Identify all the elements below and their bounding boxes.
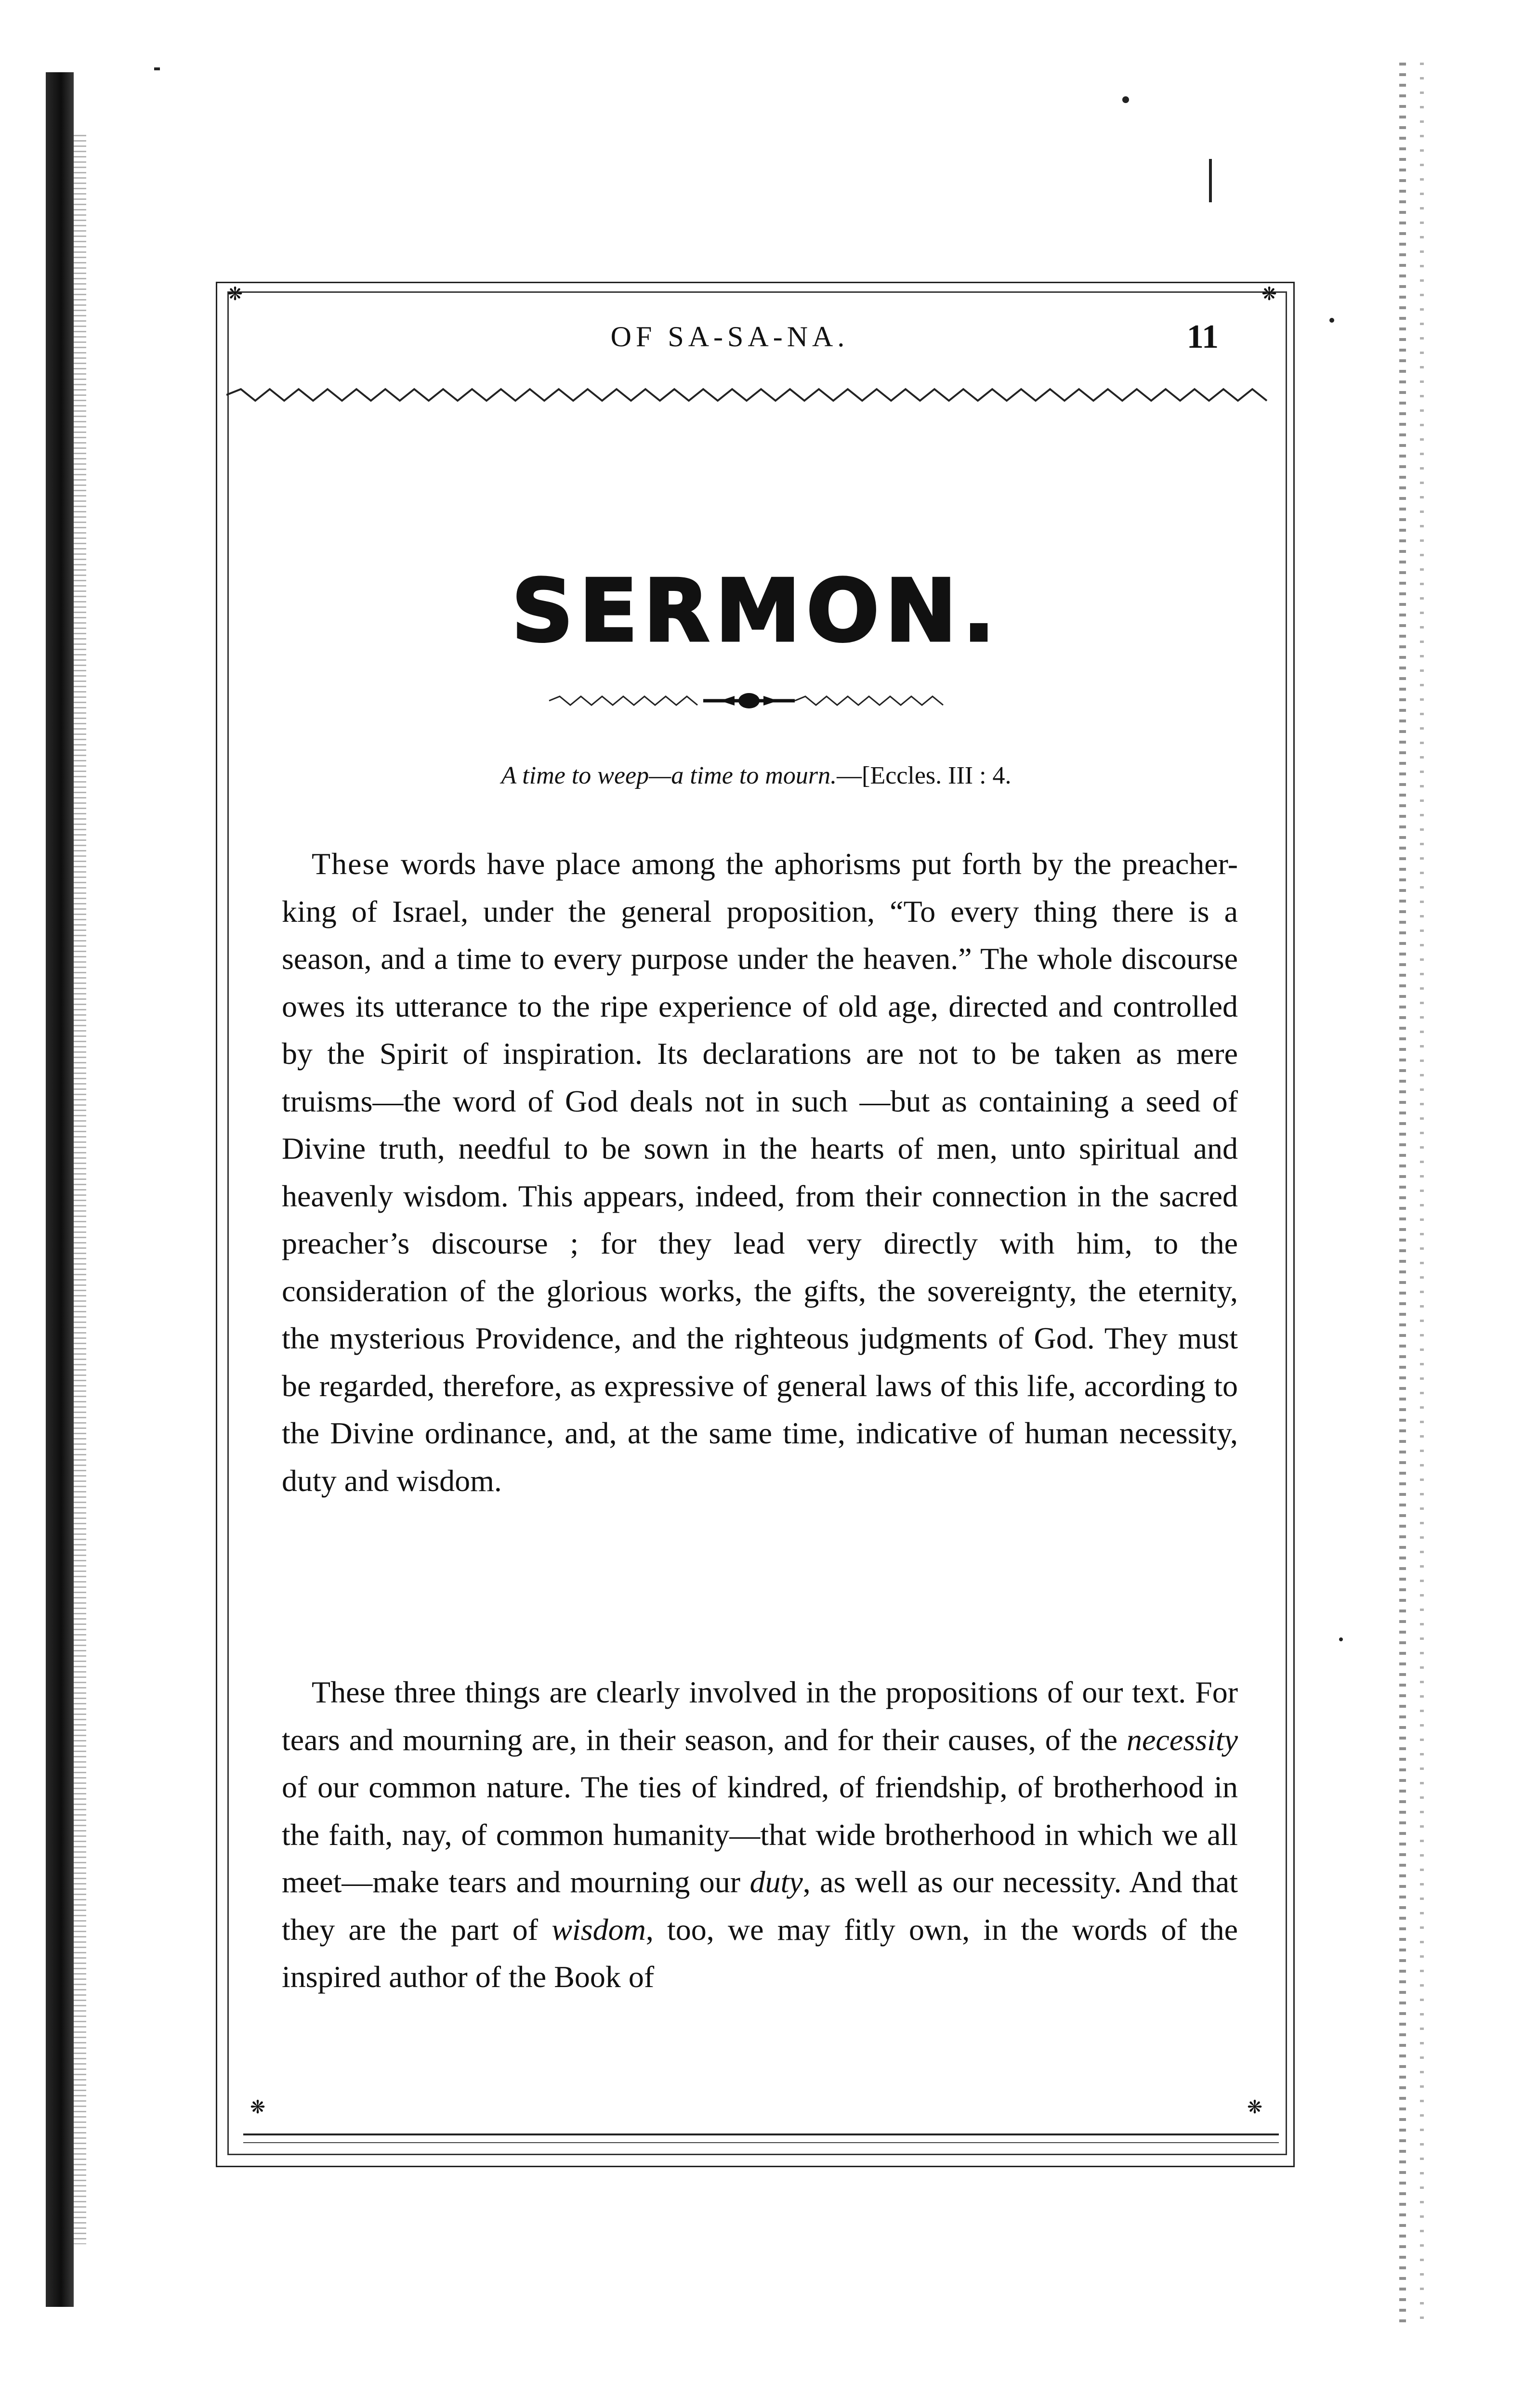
scan-speck xyxy=(1209,159,1212,202)
running-head: OF SA-SA-NA. xyxy=(610,321,849,353)
body-paragraph xyxy=(282,1669,1238,2001)
wavy-rule-top xyxy=(226,380,1286,409)
paragraph-text: words have place among the aphorisms put forth by the preacher-king of Israel, under the general proposition, “To every thing there is a season, and a time to every purpose under the heaven.” The whole discourse owes its utterance to the ripe experience of old age, directed and controlled by the Spirit of inspiration. Its declarations are not to be taken as mere truisms—the word of God deals not in such —but as containing a seed of Divine truth, needful to be sown in the hearts of men, unto spiritual and heavenly wisdom. This appears, indeed, from their connection in the sacred preacher’s discourse ; for they lead very directly with him, to the consideration of the glorious works, the gifts, the sovereignty, the eternity, the mysterious Providence, and the righteous judgments of God. They must be regarded, therefore, as expressive of general laws of this life, according to the Divine ordinance, and, at the same time, indicative of human necessity, duty and wisdom. xyxy=(282,847,1238,1498)
corner-ornament-icon: ❋ xyxy=(1247,2096,1262,2118)
bottom-rule-thin xyxy=(243,2142,1279,2143)
emphasis-necessity: necessity xyxy=(1127,1722,1238,1757)
emphasis-wisdom: wisdom xyxy=(552,1912,646,1947)
scan-speck xyxy=(1122,96,1129,103)
scan-speck xyxy=(1339,1637,1343,1641)
corner-ornament-icon: ❋ xyxy=(250,2096,265,2118)
book-spine-shadow xyxy=(46,72,74,2307)
body-paragraph xyxy=(282,840,1238,1505)
title-ornament-rule xyxy=(544,686,954,715)
epigraph xyxy=(241,761,1272,791)
page-number: 11 xyxy=(1186,318,1219,355)
book-spine-edge xyxy=(74,135,86,2244)
corner-ornament-icon: ❋ xyxy=(227,283,243,304)
scan-speck xyxy=(1329,318,1334,323)
paragraph-lead-word: These xyxy=(312,847,390,881)
paragraph-text: , too, we may fitly own, in the words of the inspired author of the Book of xyxy=(282,1912,1238,1994)
page-title: SERMON. xyxy=(512,561,1001,661)
epigraph-reference: —[Eccles. III : 4. xyxy=(837,762,1012,789)
emphasis-duty: duty xyxy=(749,1865,803,1899)
paragraph-text: , as well as our necessity. And that they are the part of xyxy=(282,1865,1238,1947)
epigraph-quote: A time to weep—a time to mourn. xyxy=(501,762,837,789)
paragraph-text: These three things are clearly involved in the propositions of our text. For tears and mourning are, in their season, and for their causes, of the xyxy=(282,1675,1238,1757)
scan-speck xyxy=(154,67,160,70)
bottom-rule xyxy=(243,2133,1279,2135)
paper-edge-right xyxy=(1399,63,1406,2326)
paper-edge-right-faint xyxy=(1420,63,1424,2326)
paragraph-text: of our common nature. The ties of kindred, of friendship, of brotherhood in the faith, nay, of common humanity—that wide brotherhood in which we all meet—make tears and mourning our xyxy=(282,1770,1238,1899)
corner-ornament-icon: ❋ xyxy=(1261,283,1277,304)
